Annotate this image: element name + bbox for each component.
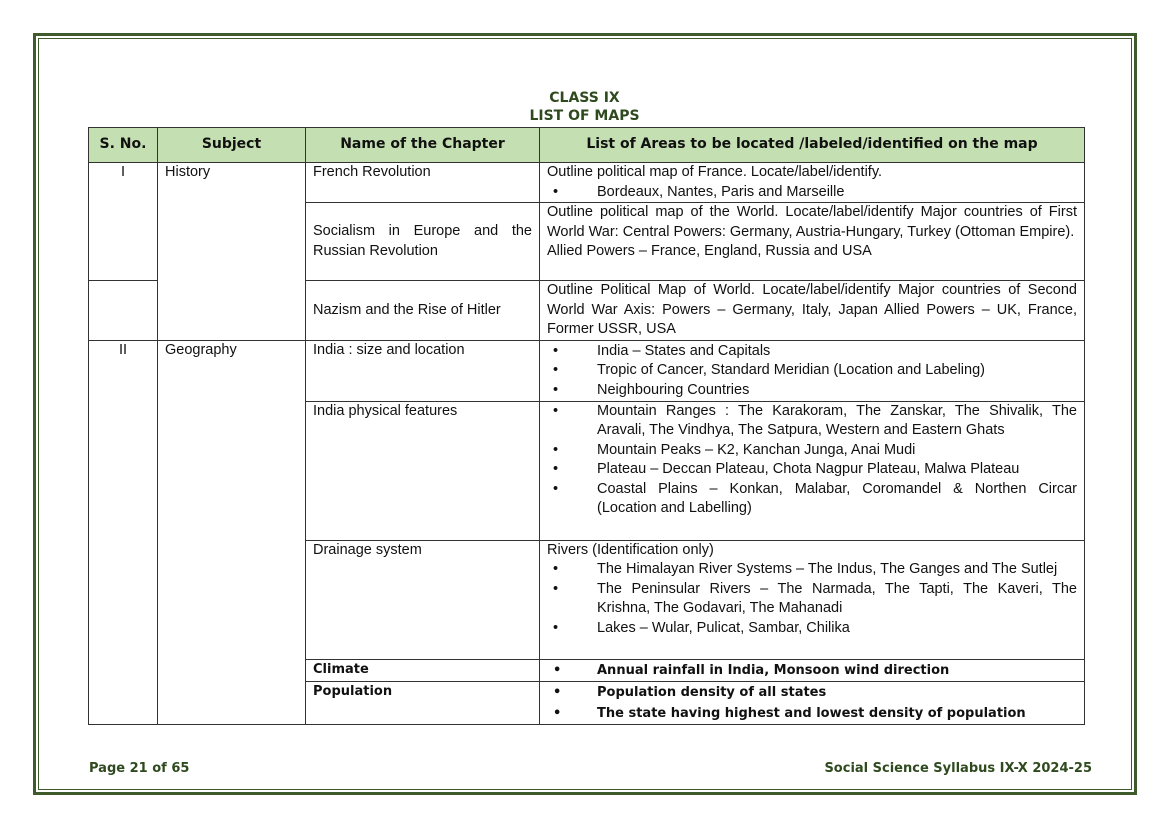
areas-text: Outline political map of the World. Locate/label/identify Major countries of First World War: Central Powers: Germany, Austria-Hungary, Turkey (Ottoman Empire).	[547, 204, 1077, 240]
list-item: • Population density of all states	[547, 682, 1077, 703]
chapter-cell: Socialism in Europe and the Russian Revolution	[306, 203, 540, 281]
list-item: • Mountain Peaks – K2, Kanchan Junga, Anai Mudi	[547, 441, 1077, 461]
list-item: • Neighbouring Countries	[547, 381, 1077, 401]
list-item: • Annual rainfall in India, Monsoon wind direction	[547, 660, 1077, 681]
maps-table	[88, 127, 1085, 725]
areas-list	[547, 342, 1077, 401]
list-item: • Mountain Ranges : The Karakoram, The Zanskar, The Shivalik, The Aravali, The Vindhya, The Satpura, Western and Eastern Ghats	[547, 402, 1077, 441]
list-item: • Coastal Plains – Konkan, Malabar, Coromandel & Northen Circar (Location and Labelling)	[547, 480, 1077, 519]
document-title: Social Science Syllabus IX-X 2024-25	[824, 761, 1092, 776]
class-heading: CLASS IX	[549, 90, 620, 106]
subject-cell: Geography	[158, 340, 306, 724]
areas-cell	[540, 540, 1085, 659]
list-heading: LIST OF MAPS	[529, 108, 640, 124]
areas-cell	[540, 340, 1085, 401]
areas-cell: Outline Political Map of World. Locate/label/identify Major countries of Second World War Axis: Powers – Germany, Italy, Japan Allied Powers – UK, France, Former USSR, USA	[540, 281, 1085, 341]
list-item: • India – States and Capitals	[547, 342, 1077, 362]
header-areas: List of Areas to be located /labeled/identified on the map	[540, 128, 1085, 163]
list-item: • The Peninsular Rivers – The Narmada, The Tapti, The Kaveri, The Krishna, The Godavari, The Mahanadi	[547, 580, 1077, 619]
sno-cell: I	[89, 163, 158, 281]
header-sno: S. No.	[89, 128, 158, 163]
chapter-cell: India : size and location	[306, 340, 540, 401]
subject-cell: History	[158, 163, 306, 341]
table-row	[89, 340, 1085, 401]
chapter-cell: Drainage system	[306, 540, 540, 659]
list-item: • Bordeaux, Nantes, Paris and Marseille	[547, 183, 1077, 203]
chapter-cell: Climate	[306, 659, 540, 681]
areas-list	[547, 402, 1077, 519]
areas-cell	[540, 659, 1085, 681]
areas-list	[547, 682, 1077, 724]
sno-cell-empty	[89, 281, 158, 341]
areas-list	[547, 183, 1077, 203]
areas-cell	[540, 681, 1085, 724]
header-chapter: Name of the Chapter	[306, 128, 540, 163]
table-header-row	[89, 128, 1085, 163]
areas-cell	[540, 163, 1085, 203]
areas-intro: Rivers (Identification only)	[547, 541, 714, 558]
list-item: • Lakes – Wular, Pulicat, Sambar, Chilika	[547, 619, 1077, 639]
areas-cell	[540, 203, 1085, 281]
list-item: • The Himalayan River Systems – The Indus, The Ganges and The Sutlej	[547, 560, 1077, 580]
chapter-cell: Nazism and the Rise of Hitler	[306, 281, 540, 341]
sno-cell: II	[89, 340, 158, 724]
header-subject: Subject	[158, 128, 306, 163]
areas-cell	[540, 401, 1085, 540]
areas-list	[547, 660, 1077, 681]
page-number: Page 21 of 65	[89, 761, 190, 776]
areas-text: Allied Powers – France, England, Russia and USA	[547, 243, 872, 259]
list-item: • Tropic of Cancer, Standard Meridian (Location and Labeling)	[547, 361, 1077, 381]
chapter-cell: India physical features	[306, 401, 540, 540]
chapter-cell: French Revolution	[306, 163, 540, 203]
list-item: • The state having highest and lowest density of population	[547, 703, 1077, 724]
areas-intro: Outline political map of France. Locate/label/identify.	[547, 164, 883, 180]
list-item: • Plateau – Deccan Plateau, Chota Nagpur Plateau, Malwa Plateau	[547, 460, 1077, 480]
table-row	[89, 163, 1085, 203]
chapter-cell: Population	[306, 681, 540, 724]
areas-list	[547, 560, 1077, 638]
